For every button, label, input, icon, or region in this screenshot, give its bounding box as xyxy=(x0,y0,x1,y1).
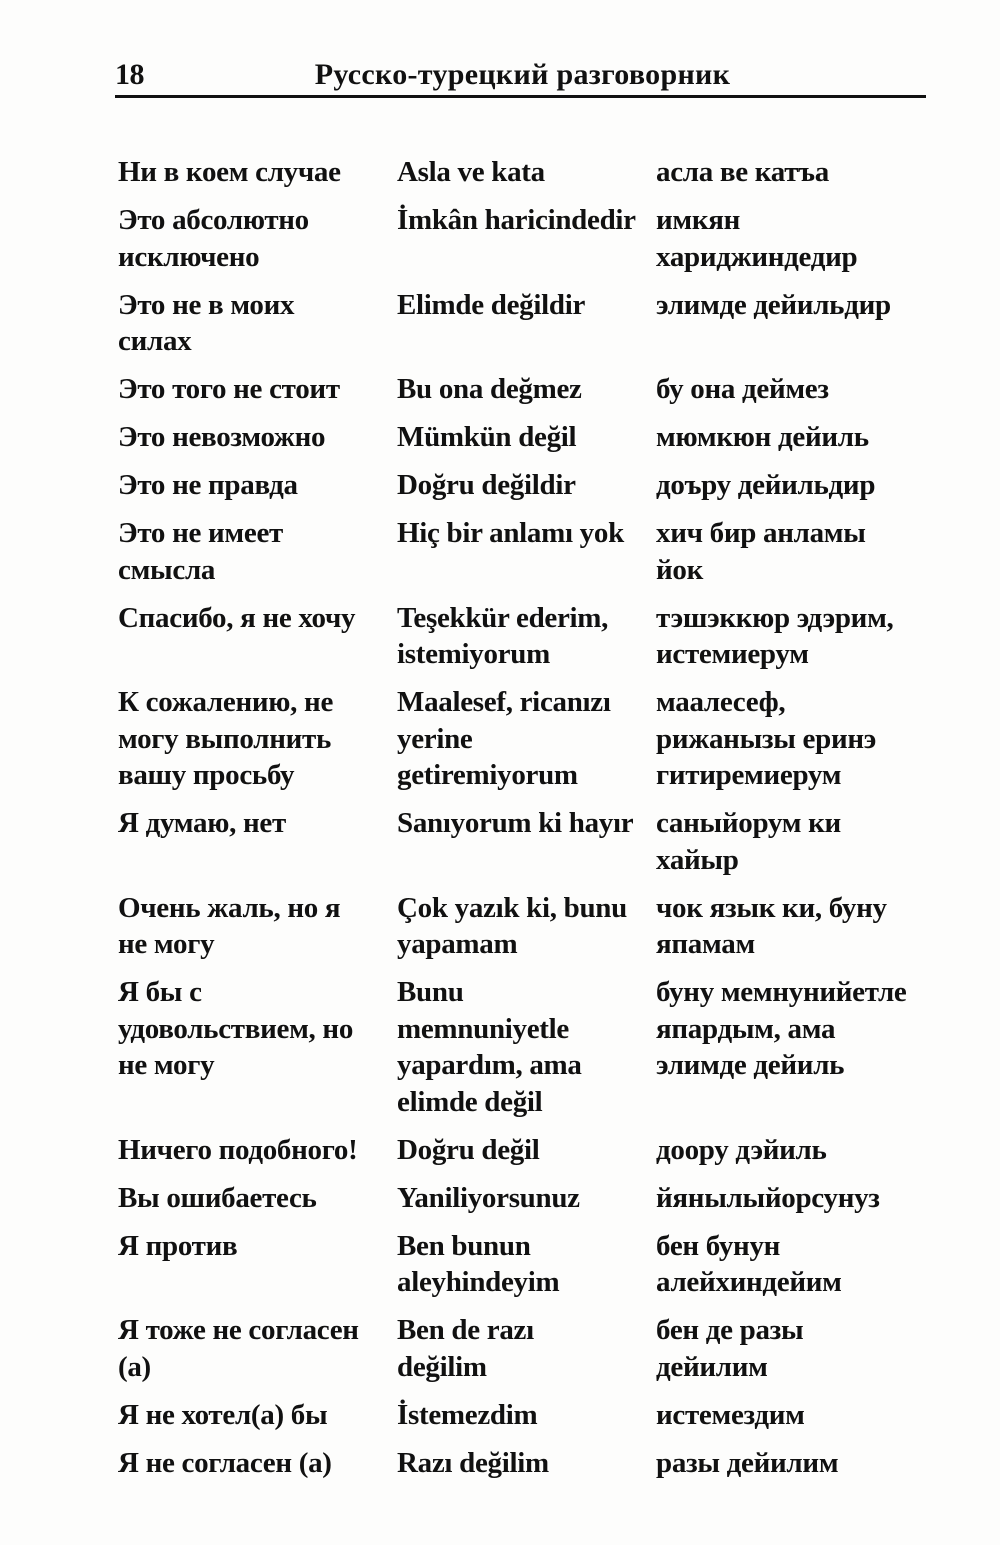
phrase-line: саныйорум ки xyxy=(656,807,841,839)
phrase-row xyxy=(118,974,938,1132)
phrase-row xyxy=(118,154,938,202)
phrase-line: aleyhindeyim xyxy=(397,1266,560,1298)
turkish-phrase xyxy=(397,1445,656,1482)
phrase-line: бен бунун xyxy=(656,1229,781,1262)
phrase-line: доору дэйиль xyxy=(656,1133,827,1166)
phrase-row xyxy=(118,890,938,975)
phrase-line: Doğru değil xyxy=(397,1133,540,1166)
phrase-row xyxy=(118,1445,938,1493)
phrase-row xyxy=(118,1228,938,1313)
turkish-transcription xyxy=(656,974,926,1120)
turkish-transcription xyxy=(656,467,926,504)
phrase-line: Я не согласен (а) xyxy=(118,1446,332,1479)
russian-phrase xyxy=(118,805,397,878)
phrase-line: Ничего подобного! xyxy=(118,1133,358,1166)
phrase-line: гитиремиерум xyxy=(656,759,842,791)
phrase-line: Doğru değildir xyxy=(397,469,576,501)
phrase-line: Bunu xyxy=(397,976,464,1008)
turkish-phrase xyxy=(397,154,656,191)
turkish-phrase xyxy=(397,515,656,588)
russian-phrase xyxy=(118,515,397,588)
phrase-line: Yaniliyorsunuz xyxy=(397,1181,580,1214)
phrase-line: удовольствием, но xyxy=(118,1012,354,1045)
turkish-transcription xyxy=(656,419,926,456)
phrase-line: япардым, ама xyxy=(656,1012,836,1045)
phrase-line: Это не правда xyxy=(118,469,298,501)
phrase-line: чок язык ки, буну xyxy=(656,891,887,924)
phrase-line: Я бы с xyxy=(118,976,202,1008)
phrase-line: yapardım, ama xyxy=(397,1049,582,1081)
phrase-row xyxy=(118,1397,938,1445)
turkish-phrase xyxy=(397,1132,656,1169)
russian-phrase xyxy=(118,890,397,963)
phrase-table xyxy=(118,154,938,1493)
phrase-line: Это абсолютно xyxy=(118,204,309,236)
phrase-line: не могу xyxy=(118,1049,215,1081)
phrase-line: вашу просьбу xyxy=(118,759,295,791)
phrase-line: асла ве катъа xyxy=(656,156,829,188)
russian-phrase xyxy=(118,1397,397,1434)
phrase-line: memnuniyetle xyxy=(397,1012,569,1045)
turkish-transcription xyxy=(656,1228,926,1301)
phrase-row xyxy=(118,684,938,805)
phrase-row xyxy=(118,1180,938,1228)
phrase-line: Asla ve kata xyxy=(397,156,545,188)
phrase-line: не могу xyxy=(118,928,215,960)
phrase-line: Очень жаль, но я xyxy=(118,891,341,924)
phrase-row xyxy=(118,419,938,467)
phrase-line: Я думаю, нет xyxy=(118,807,286,839)
russian-phrase xyxy=(118,1180,397,1217)
russian-phrase xyxy=(118,1228,397,1301)
phrase-line: истемиерум xyxy=(656,638,809,670)
turkish-transcription xyxy=(656,515,926,588)
turkish-phrase xyxy=(397,1228,656,1301)
russian-phrase xyxy=(118,202,397,275)
running-title: Русско-турецкий разговорник xyxy=(314,58,731,91)
russian-phrase xyxy=(118,1445,397,1482)
turkish-transcription xyxy=(656,287,926,360)
phrase-line: değilim xyxy=(397,1350,487,1383)
phrase-row xyxy=(118,805,938,890)
turkish-transcription xyxy=(656,1397,926,1434)
turkish-phrase xyxy=(397,371,656,408)
phrase-line: elimde değil xyxy=(397,1085,543,1118)
russian-phrase xyxy=(118,684,397,794)
russian-phrase xyxy=(118,154,397,191)
turkish-transcription xyxy=(656,684,926,794)
phrase-line: Ben bunun xyxy=(397,1229,531,1262)
phrase-line: yapamam xyxy=(397,928,518,960)
turkish-transcription xyxy=(656,1132,926,1169)
phrase-line: Maalesef, ricanızı xyxy=(397,686,611,718)
turkish-transcription xyxy=(656,154,926,191)
turkish-phrase xyxy=(397,684,656,794)
phrase-line: доъру дейильдир xyxy=(656,469,876,501)
phrase-line: İmkân haricindedir xyxy=(397,204,636,236)
turkish-phrase xyxy=(397,890,656,963)
phrase-row xyxy=(118,287,938,372)
phrase-line: истемездим xyxy=(656,1398,805,1431)
phrase-row xyxy=(118,202,938,287)
phrase-line: элимде дейиль xyxy=(656,1049,845,1081)
phrase-line: Это того не стоит xyxy=(118,373,340,405)
turkish-transcription xyxy=(656,805,926,878)
phrase-line: бу она деймез xyxy=(656,373,829,405)
page-number: 18 xyxy=(115,58,144,91)
russian-phrase xyxy=(118,371,397,408)
russian-phrase xyxy=(118,287,397,360)
phrase-line: мюмкюн дейиль xyxy=(656,421,869,453)
phrase-line: Ben de razı xyxy=(397,1314,534,1346)
phrase-line: йок xyxy=(656,553,704,586)
russian-phrase xyxy=(118,419,397,456)
phrase-line: Ни в коем случае xyxy=(118,156,341,188)
phrase-line: Вы ошибаетесь xyxy=(118,1181,317,1214)
phrase-line: Я тоже не согласен xyxy=(118,1314,359,1346)
phrase-line: getiremiyorum xyxy=(397,759,578,791)
turkish-phrase xyxy=(397,287,656,360)
turkish-transcription xyxy=(656,202,926,275)
phrase-row xyxy=(118,371,938,419)
russian-phrase xyxy=(118,974,397,1120)
phrase-line: хариджиндедир xyxy=(656,240,858,273)
phrase-line: смысла xyxy=(118,553,216,586)
phrase-row xyxy=(118,1312,938,1397)
turkish-transcription xyxy=(656,371,926,408)
phrase-line: хайыр xyxy=(656,843,739,876)
turkish-transcription xyxy=(656,890,926,963)
phrase-line: алейхиндейим xyxy=(656,1266,842,1298)
russian-phrase xyxy=(118,1132,397,1169)
phrase-line: Çok yazık ki, bunu xyxy=(397,891,627,924)
turkish-phrase xyxy=(397,1312,656,1385)
phrase-line: исключено xyxy=(118,240,260,273)
phrase-line: буну мемнунийетле xyxy=(656,976,907,1008)
turkish-transcription xyxy=(656,1445,926,1482)
turkish-phrase xyxy=(397,419,656,456)
phrase-line: рижанызы еринэ xyxy=(656,722,877,755)
phrase-line: Razı değilim xyxy=(397,1446,549,1479)
russian-phrase xyxy=(118,1312,397,1385)
turkish-phrase xyxy=(397,1397,656,1434)
phrase-line: К сожалению, не xyxy=(118,686,334,718)
phrase-line: тэшэккюр эдэрим, xyxy=(656,601,894,634)
phrase-line: маалесеф, xyxy=(656,686,786,718)
phrase-line: İstemezdim xyxy=(397,1398,538,1431)
phrase-line: Это не имеет xyxy=(118,517,283,549)
phrase-line: бен де разы xyxy=(656,1314,804,1346)
phrase-line: силах xyxy=(118,325,192,357)
phrase-line: имкян xyxy=(656,204,741,236)
phrase-line: йянылыйорсунуз xyxy=(656,1181,880,1214)
phrase-line: Я против xyxy=(118,1229,238,1262)
russian-phrase xyxy=(118,467,397,504)
phrase-row xyxy=(118,600,938,685)
phrase-line: хич бир анламы xyxy=(656,517,866,549)
phrase-line: yerine xyxy=(397,722,473,755)
phrase-line: могу выполнить xyxy=(118,722,331,755)
phrase-line: Я не хотел(а) бы xyxy=(118,1398,328,1431)
turkish-transcription xyxy=(656,1180,926,1217)
turkish-phrase xyxy=(397,467,656,504)
phrase-row xyxy=(118,467,938,515)
phrase-line: Hiç bir anlamı yok xyxy=(397,517,624,549)
phrase-line: япамам xyxy=(656,928,755,960)
turkish-phrase xyxy=(397,805,656,878)
phrase-row xyxy=(118,1132,938,1180)
phrase-line: Teşekkür ederim, xyxy=(397,601,609,634)
turkish-phrase xyxy=(397,600,656,673)
phrase-row xyxy=(118,515,938,600)
phrase-line: Это не в моих xyxy=(118,288,295,321)
turkish-transcription xyxy=(656,600,926,673)
phrase-line: Elimde değildir xyxy=(397,288,586,321)
turkish-phrase xyxy=(397,202,656,275)
phrase-line: istemiyorum xyxy=(397,638,550,670)
phrase-line: (а) xyxy=(118,1350,151,1383)
turkish-transcription xyxy=(656,1312,926,1385)
phrase-line: Bu ona değmez xyxy=(397,373,582,405)
header-rule xyxy=(115,95,926,98)
turkish-phrase xyxy=(397,974,656,1120)
phrase-line: Mümkün değil xyxy=(397,421,577,453)
phrase-line: элимде дейильдир xyxy=(656,288,891,321)
russian-phrase xyxy=(118,600,397,673)
turkish-phrase xyxy=(397,1180,656,1217)
phrase-line: Спасибо, я не хочу xyxy=(118,601,356,634)
phrase-line: Sanıyorum ki hayır xyxy=(397,807,634,839)
phrase-line: разы дейилим xyxy=(656,1446,839,1479)
phrase-line: дейилим xyxy=(656,1350,768,1383)
phrase-line: Это невозможно xyxy=(118,421,326,453)
